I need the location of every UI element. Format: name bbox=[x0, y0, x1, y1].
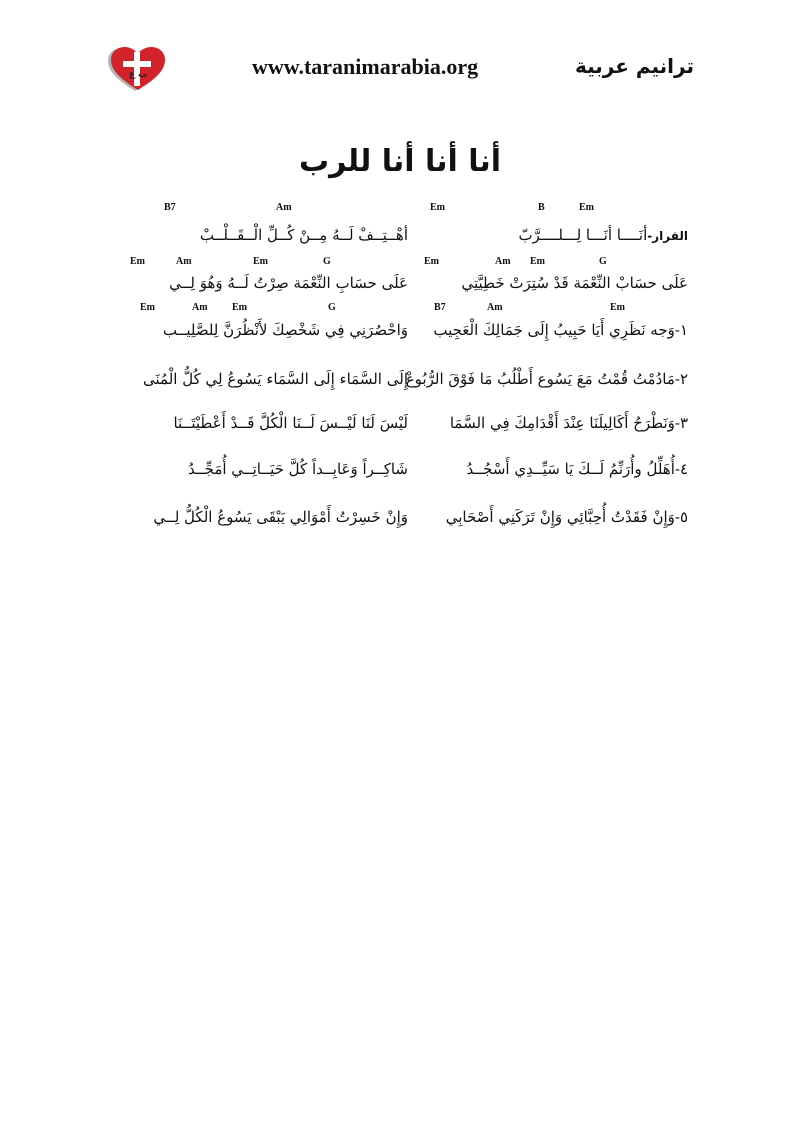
verse-3b bbox=[108, 414, 408, 432]
chord: Em bbox=[140, 302, 155, 313]
chorus-line-1b bbox=[108, 226, 408, 244]
verse-1b bbox=[108, 321, 408, 339]
lyric-text: إِلَى السَّمَاء إِلَى السَّمَاء يَسُوعُ لِي كُلُّ الْمُنَى bbox=[143, 370, 408, 388]
chord: Em bbox=[232, 302, 247, 313]
verse-2 bbox=[388, 370, 688, 388]
chorus-line-2b bbox=[108, 274, 408, 292]
verse-1 bbox=[388, 321, 688, 339]
chorus-line-1 bbox=[388, 226, 688, 244]
lyric-text: ٤-أُهَلِّلُ وأُرَنِّمُ لَــكَ يَا سَيِّــدِي أَسْجُــدُ bbox=[466, 460, 688, 478]
chord: Am bbox=[192, 302, 208, 313]
lyric-text: أنَــــا أنَـــا لِـــلــــرَّبّ bbox=[518, 226, 648, 244]
chord: Am bbox=[176, 256, 192, 267]
chord: Am bbox=[487, 302, 503, 313]
chord: Em bbox=[610, 302, 625, 313]
svg-text:ت ع: ت ع bbox=[128, 70, 148, 80]
lyric-text: وَإِنْ خَسِرْتُ أَمْوَالِي يَبْقَى يَسُوعُ الْكُلُّ لِــي bbox=[153, 508, 408, 526]
lyric-text: ١-وَجه نَظَرِي أَيَا حَبِيبُ إِلَى جَمَالِكَ الْعَجِيب bbox=[433, 321, 688, 339]
lyric-text: عَلَى حسَابِ النِّعْمَة صِرْتُ لَــهُ وَهُوَ لِــي bbox=[169, 274, 408, 292]
chorus-label: القرار- bbox=[647, 229, 688, 243]
chord: G bbox=[323, 256, 331, 267]
chord: Em bbox=[579, 202, 594, 213]
lyric-text: لَيْسَ لَنَا لَيْــسَ لَــنَا الْكُلَّ قَــدْ أَعْطَيْتَــنَا bbox=[173, 414, 408, 432]
chord: B bbox=[538, 202, 545, 213]
lyric-text: أهْــتِــفْ لَــهُ مِــنْ كُــلِّ الْــقَــلْــبْ bbox=[199, 226, 408, 244]
chord: Am bbox=[495, 256, 511, 267]
chord: Em bbox=[253, 256, 268, 267]
chord: Em bbox=[424, 256, 439, 267]
chord: Em bbox=[430, 202, 445, 213]
verse-3 bbox=[388, 414, 688, 432]
song-title: أنا أنا أنا للرب bbox=[298, 144, 502, 179]
chord: G bbox=[599, 256, 607, 267]
chord: G bbox=[328, 302, 336, 313]
lyric-text: ٣-وَنَطْرَحُ أَكَالِيلَنَا عِنْدَ أَقْدَامِكَ فِي السَّمَا bbox=[449, 414, 688, 432]
verse-4 bbox=[388, 460, 688, 478]
verse-2b bbox=[108, 370, 408, 388]
chord: Em bbox=[530, 256, 545, 267]
chord: Am bbox=[276, 202, 292, 213]
chord: Em bbox=[130, 256, 145, 267]
chord: B7 bbox=[434, 302, 446, 313]
chorus-line-2 bbox=[388, 274, 688, 292]
site-url[interactable]: www.taranimarabia.org bbox=[252, 54, 479, 79]
verse-5b bbox=[108, 508, 408, 526]
lyric-text: وَاحْصُرَنِي فِي شَخْصِكَ لأَنْظُرَنَّ لِلصَّلِيــب bbox=[162, 321, 408, 339]
verse-4b bbox=[108, 460, 408, 478]
lyric-text: شَاكِــراً وَعَابِــداً كُلَّ حَيَــاتِــي أُمَجِّــدُ bbox=[187, 460, 408, 478]
lyric-text: ٥-وَإِنْ فَقَدْتُ أُحِبَّائِي وَإِنْ تَرَكَنِي أَصْحَابِي bbox=[445, 508, 688, 526]
left-column bbox=[108, 0, 408, 1132]
brand-name: ترانيم عربية bbox=[574, 54, 694, 78]
lyric-text: ٢-مَادُمْتُ قُمْتُ مَعَ يَسُوع أَطْلُبُ مَا فَوْقَ الرُّبُوعْ bbox=[405, 370, 688, 388]
chord: B7 bbox=[164, 202, 176, 213]
lyric-text: عَلَى حسَابْ النِّعْمَة قَدْ سُتِرَتْ خَطِيَّتِي bbox=[461, 274, 688, 292]
right-column bbox=[388, 0, 688, 1132]
verse-5 bbox=[388, 508, 688, 526]
